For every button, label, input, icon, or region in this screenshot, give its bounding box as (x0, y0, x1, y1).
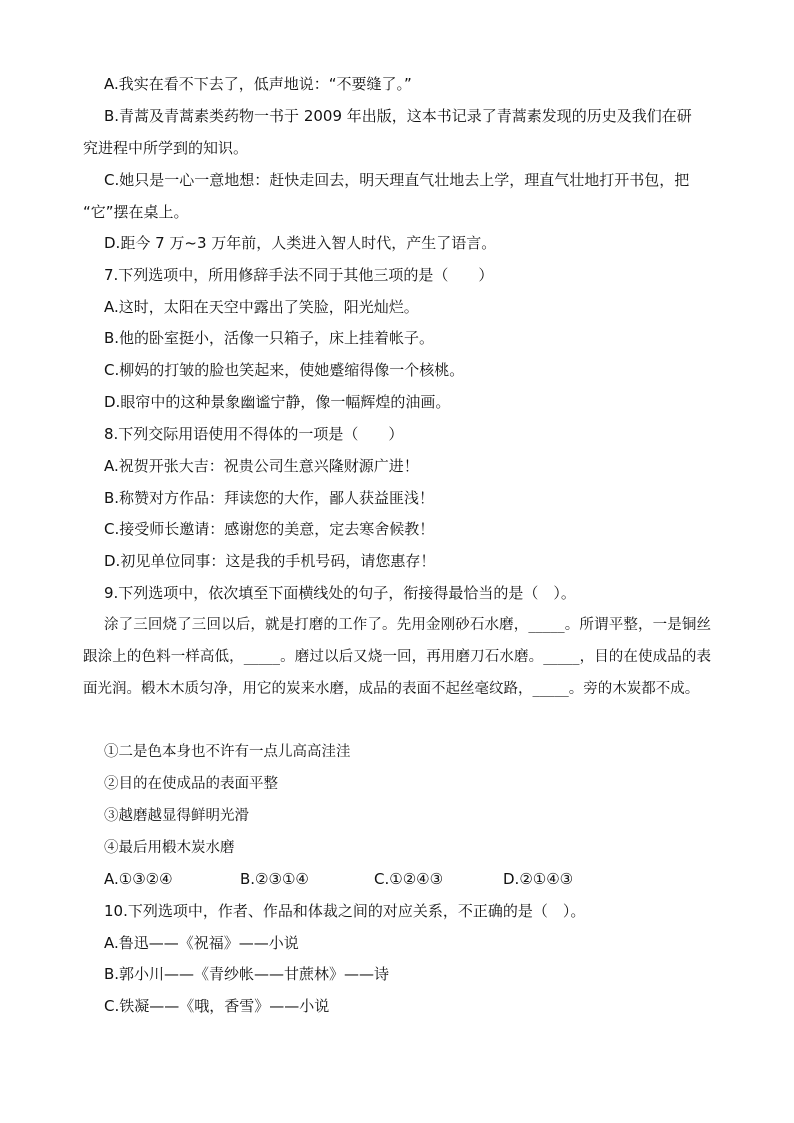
q6-option-d: D.距今 7 万~3 万年前，人类进入智人时代，产生了语言。 (104, 234, 497, 252)
q8-option-b: B.称赞对方作品：拜读您的大作，鄙人获益匪浅！ (104, 489, 435, 507)
q9-choice-b: B.②③①④ (240, 870, 309, 888)
q7-stem: 7.下列选项中，所用修辞手法不同于其他三项的是（ ） (104, 266, 494, 284)
q6-option-c: C.她只是一心一意地想：赶快走回去，明天理直气壮地去上学，理直气壮地打开书包，把 (104, 171, 690, 189)
q10-option-c: C.铁凝——《哦，香雪》——小说 (104, 997, 330, 1015)
q8-option-a: A.祝贺开张大吉：祝贵公司生意兴隆财源广进！ (104, 457, 419, 475)
q9-choice-d: D.②①④③ (503, 870, 574, 888)
q8-stem: 8.下列交际用语使用不得体的一项是（ ） (104, 425, 404, 443)
q7-option-a: A.这时，太阳在天空中露出了笑脸，阳光灿烂。 (104, 298, 419, 316)
q9-stem: 9.下列选项中，依次填至下面横线处的句子，衔接得最恰当的是（ ）。 (104, 584, 576, 602)
q7-option-d: D.眼帘中的这种景象幽谧宁静，像一幅辉煌的油画。 (104, 393, 451, 411)
q8-option-c: C.接受师长邀请：感谢您的美意，定去寒舍候教！ (104, 520, 435, 538)
q10-stem: 10.下列选项中，作者、作品和体裁之间的对应关系，不正确的是（ ）。 (104, 902, 586, 920)
q7-option-c: C.柳妈的打皱的脸也笑起来，使她蹙缩得像一个核桃。 (104, 361, 465, 379)
q9-item-1: ①二是色本身也不许有一点儿高高洼洼 (104, 744, 351, 760)
q6-option-b: B.青蒿及青蒿素类药物一书于 2009 年出版，这本书记录了青蒿素发现的历史及我们在研 (104, 107, 692, 125)
q7-option-b: B.他的卧室挺小，活像一只箱子，床上挂着帐子。 (104, 329, 435, 347)
q9-item-4: ④最后用椴木炭水磨 (104, 840, 235, 856)
q6-option-a: A.我实在看不下去了，低声地说：“不要缝了。” (104, 75, 412, 93)
q9-choice-c: C.①②④③ (374, 870, 444, 888)
q10-option-a: A.鲁迅——《祝福》——小说 (104, 934, 299, 952)
q9-passage: 涂了三回烧了三回以后，就是打磨的工作了。先用金刚砂石水磨，_____。所谓平整，一是铜丝跟涂上的色料一样高低，_____。磨过以后又烧一回，再用磨刀石水磨。_____，目的在使成品的表面光润。椴木木质匀净，用它的炭来水磨，成品的表面不起丝毫纹路，_____。旁的木炭都不成。 (83, 617, 711, 697)
q8-option-d: D.初见单位同事：这是我的手机号码，请您惠存！ (104, 552, 436, 570)
q9-choice-a: A.①③②④ (104, 870, 173, 888)
q9-item-2: ②目的在使成品的表面平整 (104, 776, 278, 792)
q6-option-b-continued: 究进程中所学到的知识。 (83, 139, 249, 157)
q6-option-c-continued: “它”摆在桌上。 (83, 203, 189, 221)
q10-option-b: B.郭小川——《青纱帐——甘蔗林》——诗 (104, 965, 390, 983)
q9-item-3: ③越磨越显得鲜明光滑 (104, 808, 249, 824)
